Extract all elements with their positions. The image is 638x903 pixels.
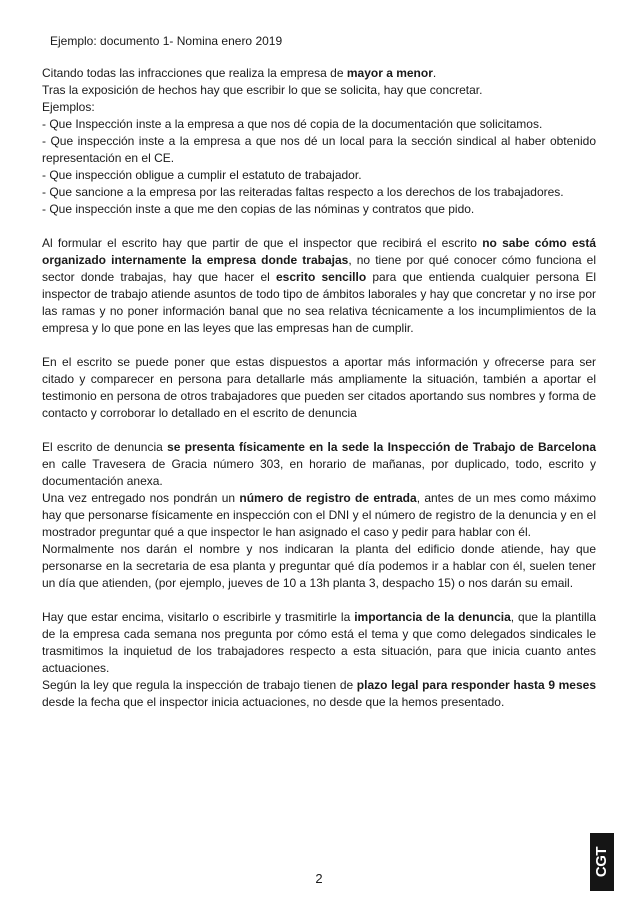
list-item: - Que inspección inste a que me den copias de las nóminas y contratos que pido. [42,202,475,216]
bold-text: importancia de la denuncia [354,610,511,624]
logo-text: CGT [593,846,610,878]
document-body [42,65,596,711]
paragraph [42,439,596,490]
paragraph [42,609,596,677]
cgt-logo [590,833,614,891]
paragraph [42,677,596,711]
intro-line [42,65,596,82]
list-item: - Que Inspección inste a la empresa a que nos dé copia de la documentación que solicitamos. [42,117,543,131]
text-run: en calle Travesera de Gracia número 303, en horario de mañanas, por duplicado, todo, escrito y documentación anexa. [42,457,596,488]
bold-text: plazo legal para responder hasta 9 meses [356,678,596,692]
bold-text: mayor a menor [346,66,433,80]
bold-text: número de registro de entrada [239,491,417,505]
text-run: Según la ley que regula la inspección de trabajo tienen de [42,678,357,692]
list-item: - Que inspección inste a la empresa a que nos dé un local para la sección sindical al haber obtenido representación en el CE. [42,134,596,165]
bold-text: no sabe cómo está organizado internamente la empresa donde trabajas [42,236,596,267]
text-run: para que entienda cualquier persona El inspector de trabajo atiende asuntos de todo tipo de ámbitos laborales y hay que concretar y no irse por las ramas y no poner información banal que no sea relativa técnicamente a los incumplimientos de la empresa y lo que pone en las leyes que las empresas han de cumplir. [42,270,596,335]
paragraph [42,235,596,337]
text-run: desde la fecha que el inspector inicia actuaciones, no desde que la hemos presentado. [42,695,505,709]
text-run: Citando todas las infracciones que realiza la empresa de [42,66,347,80]
page-number: 2 [315,871,323,886]
text-run: Hay que estar encima, visitarlo o escribirle y trasmitirle la [42,610,355,624]
paragraph: Normalmente nos darán el nombre y nos indicaran la planta del edificio donde atiende, hay que personarse en la secretaria de esa planta y preguntar qué día podemos ir a hablar con él, suelen tener un día que atienden, (por ejemplo, jueves de 10 a 13h planta 3, despacho 15) o nos darán su email. [42,542,596,590]
text-run: Una vez entregado nos pondrán un [42,491,240,505]
text-run: , no tiene por qué conocer cómo funciona el sector donde trabajas, hay que hacer el [42,253,597,284]
text-run: , antes de un mes como máximo hay que personarse físicamente en inspección con el DNI y el número de registro de la denuncia y en el mostrador preguntar qué a que inspector le han asignado el caso y pedir para hablar con él. [42,491,596,539]
paragraph [42,490,596,541]
bold-text: escrito sencillo [275,270,367,284]
bold-text: se presenta físicamente en la sede la Inspección de Trabajo de Barcelona [167,440,597,454]
paragraph: Tras la exposición de hechos hay que escribir lo que se solicita, hay que concretar. [42,83,483,97]
text-run: El escrito de denuncia [42,440,168,454]
text-run: Al formular el escrito hay que partir de que el inspector que recibirá el escrito [42,236,483,250]
document-header: Ejemplo: documento 1- Nomina enero 2019 [50,34,283,48]
list-item: - Que sancione a la empresa por las reiteradas faltas respecto a los derechos de los trabajadores. [42,185,564,199]
paragraph: En el escrito se puede poner que estas dispuestos a aportar más información y ofrecerse para ser citado y comparecer en persona para detallarle más ampliamente la situación, también a aportar el testimonio en persona de otros trabajadores que pueden ser citados aportando sus nombres y forma de contacto y corroborar lo detallado en el escrito de denuncia [42,355,596,420]
examples-label: Ejemplos: [42,100,95,114]
text-run: , que la plantilla de la empresa cada semana nos pregunta por cómo está el tema y que como delegados sindicales le trasmitimos la inquietud de los trabajadores respecto a esta situación, para que inicia cuanto antes actuaciones. [42,610,596,675]
list-item: - Que inspección obligue a cumplir el estatuto de trabajador. [42,168,362,182]
text-run: . [432,66,437,80]
